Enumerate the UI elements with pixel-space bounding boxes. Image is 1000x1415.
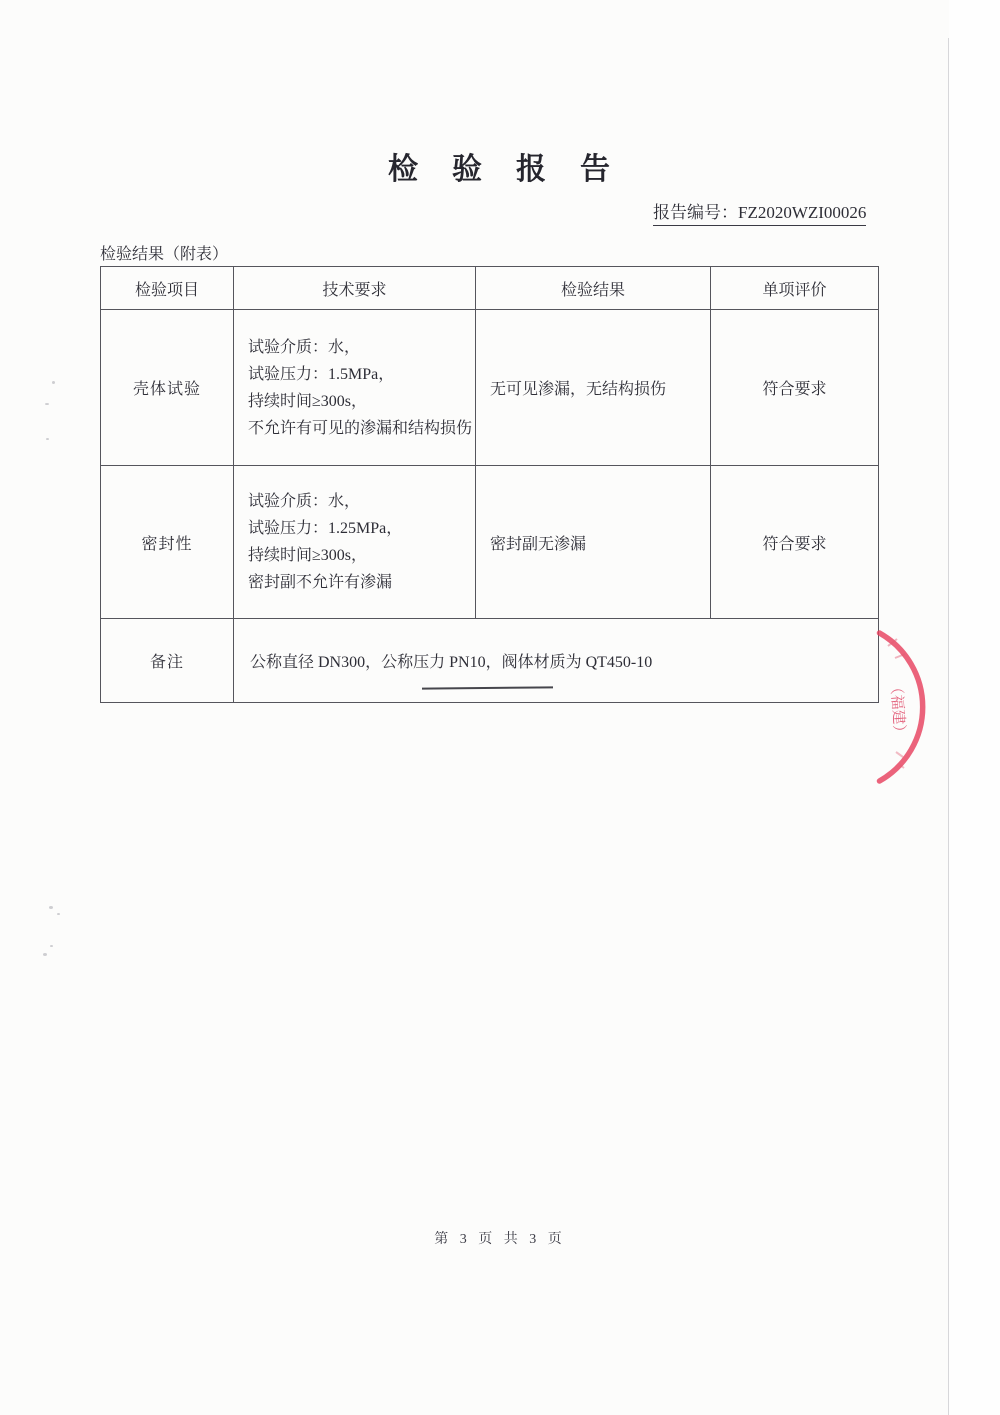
page-number-footer: 第 3 页 共 3 页 (434, 1232, 566, 1247)
header-individual-evaluation: 单项评价 (711, 267, 879, 310)
header-inspection-result: 检验结果 (476, 267, 711, 310)
remarks-label: 备注 (101, 619, 234, 703)
section-label: 检验结果（附表） (100, 246, 229, 263)
table-header-row (101, 267, 879, 310)
requirement-line: 试验介质：水， (248, 338, 361, 356)
requirement-line: 试验压力：1.25MPa， (248, 520, 403, 537)
requirements-shell-test (234, 310, 476, 466)
requirement-line: 不允许有可见的渗漏和结构损伤 (248, 419, 473, 437)
stamp-text: （福建） (887, 679, 908, 741)
header-technical-requirements: 技术要求 (234, 267, 476, 310)
report-number-label: 报告编号： (653, 203, 738, 222)
result-shell-test: 无可见渗漏，无结构损伤 (476, 310, 711, 466)
scan-speck (43, 953, 47, 956)
red-seal-stamp (740, 600, 960, 800)
table-row (101, 310, 879, 466)
evaluation-shell-test: 符合要求 (711, 310, 879, 466)
report-number-value: FZ2020WZI00026 (738, 203, 867, 222)
scan-speck (57, 913, 60, 915)
requirement-line: 试验介质：水， (248, 493, 361, 510)
requirement-line: 密封副不允许有渗漏 (248, 574, 393, 591)
header-inspection-item: 检验项目 (101, 267, 234, 310)
report-number (653, 198, 866, 226)
item-sealing: 密封性 (101, 466, 234, 619)
table-row (101, 466, 879, 619)
page-title: 检 验 报 告 (388, 153, 612, 186)
scan-speck (46, 438, 49, 440)
scan-speck (50, 945, 53, 947)
remarks-content: 公称直径 DN300，公称压力 PN10，阀体材质为 QT450-10 (234, 619, 879, 703)
scan-speck (52, 381, 55, 384)
evaluation-sealing: 符合要求 (711, 466, 879, 619)
item-shell-test: 壳体试验 (101, 310, 234, 466)
scan-speck (45, 403, 49, 405)
scan-speck (49, 906, 53, 909)
requirement-line: 试验压力：1.5MPa， (248, 365, 395, 383)
result-sealing: 密封副无渗漏 (476, 466, 711, 619)
requirement-line: 持续时间≥300s， (248, 547, 368, 564)
requirements-sealing (234, 466, 476, 619)
requirement-line: 持续时间≥300s， (248, 392, 368, 410)
